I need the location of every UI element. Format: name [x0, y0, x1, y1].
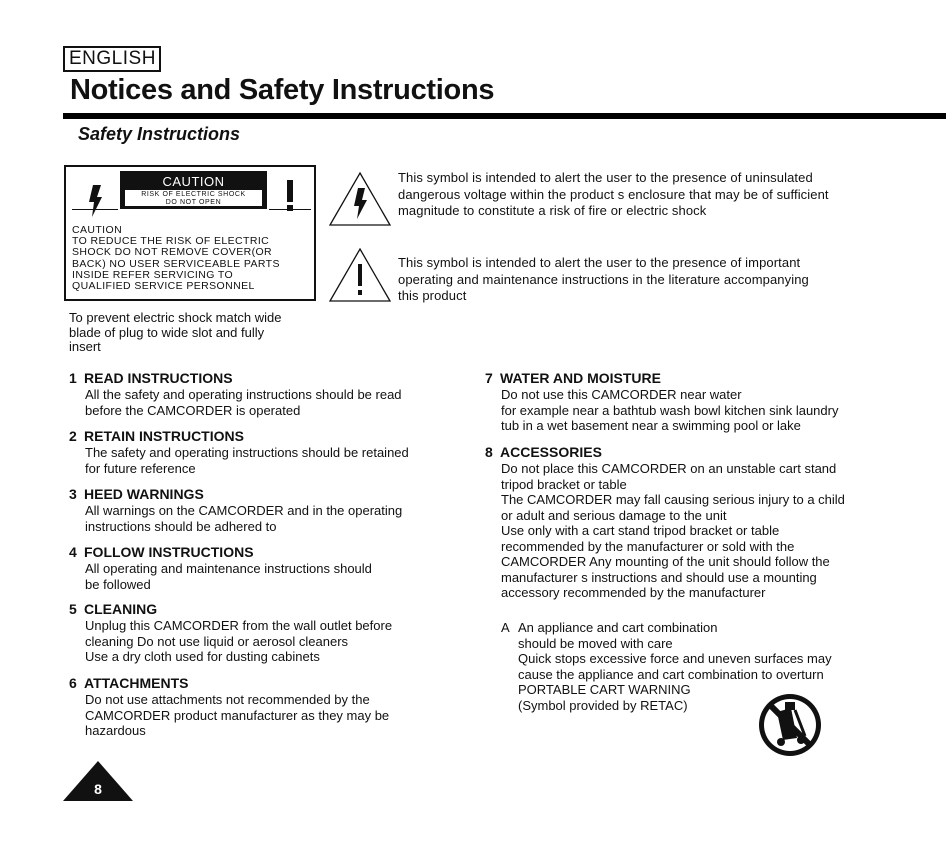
- item-line: manufacturer s instructions and should use a mounting: [501, 569, 817, 585]
- language-label: ENGLISH: [63, 46, 161, 72]
- note-line: This symbol is intended to alert the user to the presence of uninsulated: [398, 170, 813, 185]
- item-line: Unplug this CAMCORDER from the wall outlet before: [85, 618, 393, 633]
- instruction-item: [69, 485, 402, 534]
- lightning-triangle-icon: [327, 170, 393, 233]
- instruction-item: [69, 427, 409, 476]
- caution-label-box: [64, 165, 316, 301]
- item-heading: READ INSTRUCTIONS: [84, 370, 233, 386]
- item-number: 8: [485, 444, 493, 460]
- note-line: operating and maintenance instructions in the literature accompanying: [398, 271, 809, 287]
- instruction-item: [69, 369, 402, 418]
- item-heading: WATER AND MOISTURE: [500, 370, 661, 386]
- note-line: dangerous voltage within the product s enclosure that may be of sufficient: [398, 186, 829, 202]
- item-number: 1: [69, 370, 77, 386]
- item-heading: HEED WARNINGS: [84, 486, 204, 502]
- page-title: Notices and Safety Instructions: [70, 74, 495, 106]
- note-line: PORTABLE CART WARNING: [518, 682, 691, 697]
- plug-note: [69, 311, 319, 355]
- caution-banner-label: CAUTION: [162, 174, 225, 189]
- caution-body-text: [72, 225, 312, 292]
- item-line: hazardous: [85, 723, 146, 738]
- note-line: (Symbol provided by RETAC): [518, 697, 688, 713]
- item-line: CAMCORDER product manufacturer as they may be: [85, 707, 390, 723]
- title-rule: [63, 113, 946, 119]
- note-line: blade of plug to wide slot and fully: [69, 324, 265, 340]
- exclamation-icon: [278, 177, 302, 218]
- item-line: for future reference: [85, 460, 196, 476]
- item-line: cleaning Do not use liquid or aerosol cleaners: [85, 633, 349, 649]
- item-heading: ACCESSORIES: [500, 444, 602, 460]
- page-number: 8: [94, 781, 102, 797]
- item-line: Do not use attachments not recommended by the: [85, 692, 370, 707]
- note-line: magnitude to constitute a risk of fire or electric shock: [398, 203, 707, 218]
- caution-banner-line2: DO NOT OPEN: [165, 198, 222, 206]
- item-line: before the CAMCORDER is operated: [85, 402, 301, 418]
- caution-line: TO REDUCE THE RISK OF ELECTRIC: [72, 235, 270, 248]
- item-line: instructions should be adhered to: [85, 518, 277, 534]
- item-line: CAMCORDER Any mounting of the unit should follow the: [501, 554, 830, 569]
- item-number: 6: [69, 675, 77, 691]
- item-line: tub in a wet basement near a swimming pool or lake: [501, 418, 801, 433]
- lightning-bolt-icon: [80, 181, 110, 226]
- item-line: Do not place this CAMCORDER on an unstable cart stand: [501, 461, 837, 476]
- item-line: recommended by the manufacturer or sold with the: [501, 538, 795, 554]
- caution-left-rule: [72, 209, 118, 210]
- item-line: Use only with a cart stand tripod bracket or table: [501, 523, 780, 538]
- item-line: The safety and operating instructions should be retained: [85, 445, 409, 460]
- item-line: All operating and maintenance instructions should: [85, 561, 372, 576]
- instruction-item: [485, 443, 845, 601]
- note-line: should be moved with care: [518, 635, 673, 651]
- note-line: An appliance and cart combination: [518, 620, 718, 635]
- item-line: All the safety and operating instructions should be read: [85, 387, 402, 402]
- instruction-item: [69, 600, 392, 665]
- item-heading: FOLLOW INSTRUCTIONS: [84, 544, 254, 560]
- note-line: Quick stops excessive force and uneven surfaces may: [518, 651, 832, 666]
- note-line: this product: [398, 288, 467, 303]
- note-line: To prevent electric shock match wide: [69, 310, 282, 325]
- item-line: be followed: [85, 576, 151, 592]
- note-line: insert: [69, 339, 101, 354]
- item-line: All warnings on the CAMCORDER and in the operating: [85, 503, 403, 518]
- appliance-note-label: A: [501, 620, 510, 635]
- caution-line: SHOCK DO NOT REMOVE COVER(OR: [72, 246, 273, 259]
- item-number: 7: [485, 370, 493, 386]
- note-line: cause the appliance and cart combination to overturn: [518, 666, 824, 682]
- item-line: for example near a bathtub wash bowl kitchen sink laundry: [501, 402, 839, 418]
- caution-banner-subtext: [125, 190, 262, 206]
- item-line: Do not use this CAMCORDER near water: [501, 387, 742, 402]
- item-number: 5: [69, 601, 77, 617]
- section-title: Safety Instructions: [78, 124, 241, 144]
- caution-line: BACK) NO USER SERVICEABLE PARTS: [72, 257, 280, 270]
- item-number: 3: [69, 486, 77, 502]
- item-line: tripod bracket or table: [501, 476, 627, 492]
- lightning-symbol-note: [398, 170, 829, 220]
- cart-warning-icon: [757, 692, 823, 763]
- caution-line: QUALIFIED SERVICE PERSONNEL: [72, 280, 255, 293]
- instruction-item: [485, 369, 838, 434]
- exclamation-symbol-note: [398, 255, 809, 305]
- instruction-item: [69, 674, 389, 739]
- item-heading: ATTACHMENTS: [84, 675, 189, 691]
- caution-line: INSIDE REFER SERVICING TO: [72, 268, 234, 281]
- item-heading: RETAIN INSTRUCTIONS: [84, 428, 244, 444]
- item-line: accessory recommended by the manufacturer: [501, 585, 766, 600]
- item-heading: CLEANING: [84, 601, 158, 617]
- item-number: 4: [69, 544, 77, 560]
- item-number: 2: [69, 428, 77, 444]
- exclamation-triangle-icon: [327, 246, 393, 309]
- item-line: Use a dry cloth used for dusting cabinets: [85, 649, 320, 664]
- instruction-item: [69, 543, 372, 592]
- caution-line: CAUTION: [72, 224, 123, 236]
- caution-banner-line1: RISK OF ELECTRIC SHOCK: [141, 191, 246, 198]
- caution-banner: [120, 171, 267, 209]
- item-line: or adult and serious damage to the unit: [501, 507, 727, 523]
- item-line: The CAMCORDER may fall causing serious injury to a child: [501, 492, 845, 507]
- note-line: This symbol is intended to alert the user to the presence of important: [398, 255, 801, 270]
